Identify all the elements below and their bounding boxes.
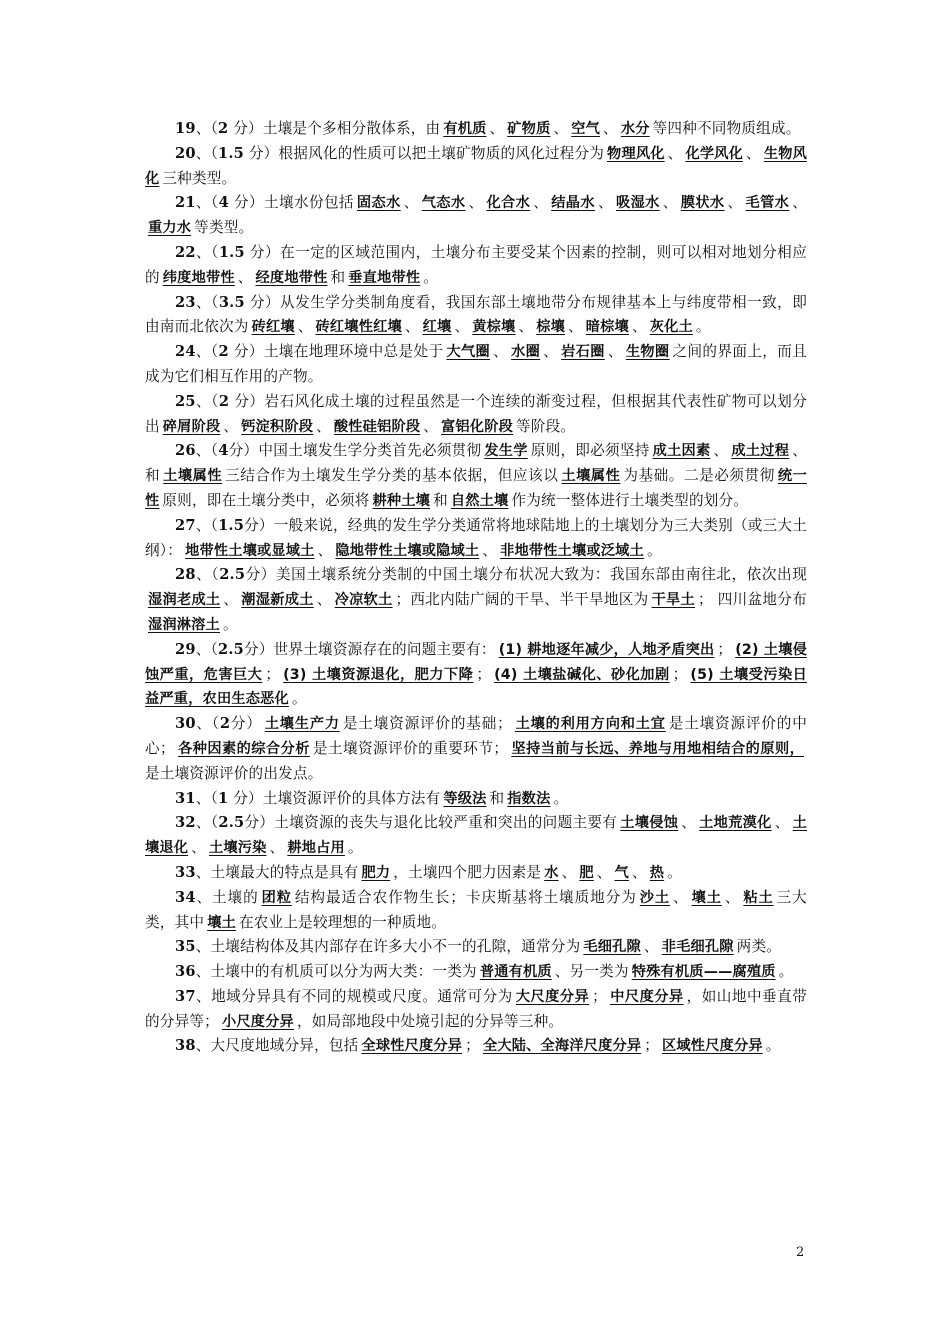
- answer-blank: 隐地带性土壤或隐域土: [335, 542, 480, 559]
- question-23: [145, 291, 807, 341]
- question-text: 、: [468, 194, 484, 212]
- answer-blank: 地带性土壤或显域土: [185, 542, 315, 559]
- answer-blank: 小尺度分异: [221, 1013, 294, 1030]
- question-text: 在农业上是较理想的一种质地。: [238, 913, 447, 931]
- answer-blank: 自然土壤: [450, 492, 509, 509]
- answer-blank: 壤土: [691, 889, 722, 906]
- answer-blank: 冷凉软土: [334, 592, 393, 609]
- answer-blank: 岩石圈: [561, 344, 605, 361]
- question-33: [145, 861, 807, 886]
- question-text: 、另一类为: [554, 963, 629, 981]
- question-37: [145, 985, 807, 1035]
- question-number: 22: [175, 243, 196, 261]
- answer-blank: 气态水: [421, 195, 466, 212]
- score-value: 1.5: [218, 516, 245, 534]
- answer-blank: 水: [544, 864, 559, 881]
- question-38: [145, 1034, 807, 1059]
- answer-blank: 生物圈: [625, 344, 670, 361]
- question-text: ； 四川盆地分布: [698, 591, 807, 609]
- question-text: 分）: [230, 715, 262, 733]
- question-number: 37: [175, 987, 196, 1005]
- question-number: 32: [175, 814, 196, 832]
- question-text: 、: [403, 194, 419, 212]
- question-text: 。: [347, 839, 363, 857]
- answer-blank: 大气圈: [446, 344, 491, 361]
- score-value: 4: [218, 442, 229, 460]
- question-text: 、: [543, 343, 559, 361]
- question-text: 原则，即在土壤分类中，必须将: [162, 491, 370, 509]
- question-29: [145, 638, 807, 712]
- question-number: 25: [175, 392, 196, 410]
- question-21: [145, 191, 807, 241]
- question-number: 33: [175, 863, 196, 881]
- answer-blank: 化学风化: [685, 145, 744, 162]
- answer-blank: 土壤退化: [145, 815, 807, 857]
- answer-blank: 土壤污染: [208, 840, 267, 857]
- question-text: 、（: [195, 516, 219, 534]
- answer-blank: 特殊有机质——腐殖质: [631, 964, 776, 981]
- question-text: 、（: [195, 194, 219, 212]
- question-text: 、: [662, 194, 678, 212]
- question-text: 、: [724, 888, 741, 906]
- question-text: 、: [713, 442, 729, 460]
- question-text: 等类型。: [194, 219, 254, 237]
- question-text: 、（: [195, 640, 219, 658]
- question-text: 分）一般来说，经典的发生学分类通常将地球陆地上的土壤划分为三大类别（或三大土纲）：: [145, 516, 807, 559]
- question-number: 29: [175, 640, 196, 658]
- answer-blank: (4) 土壤盐碱化、砂化加剧: [494, 666, 670, 683]
- question-text: 作为统一整体进行土壤类型的划分。: [511, 491, 749, 509]
- question-number: 28: [175, 566, 196, 584]
- question-text: 、: [631, 318, 647, 336]
- answer-blank: 土壤生产力: [264, 716, 340, 733]
- question-19: [145, 117, 807, 142]
- question-text: 、: [518, 318, 534, 336]
- question-number: 26: [175, 442, 196, 460]
- question-text: 、: [792, 194, 808, 212]
- question-text: 两类。: [736, 938, 782, 956]
- question-text: 、（: [195, 144, 219, 162]
- question-text: 、土壤最大的特点是具有: [195, 863, 359, 881]
- answer-blank: 膜状水: [680, 195, 725, 212]
- answer-blank: 热: [649, 864, 665, 881]
- question-text: ；: [465, 1037, 480, 1055]
- question-number: 24: [175, 343, 196, 361]
- answer-blank: 全大陆、全海洋尺度分异: [482, 1038, 642, 1055]
- answer-blank: 灰化土: [649, 319, 693, 336]
- question-20: [145, 142, 807, 192]
- question-text: 分）在一定的区域范围内，土壤分布主要受某个因素的控制，则可以相对地划分相应的: [145, 243, 807, 286]
- question-26: [145, 439, 807, 513]
- answer-blank: 砖红壤性红壤: [315, 319, 402, 336]
- score-value: 2.5: [219, 566, 246, 584]
- answer-blank: 坚持当前与长远、养地与用地相结合的原则，: [511, 740, 804, 757]
- question-text: 、（: [195, 243, 219, 261]
- question-text: 、: [269, 839, 285, 857]
- question-text: 、: [597, 194, 613, 212]
- question-text: 、（: [195, 789, 219, 807]
- question-text: 、: [643, 938, 659, 956]
- question-text: 、: [404, 318, 420, 336]
- answer-blank: 各种因素的综合分析: [177, 740, 310, 757]
- question-number: 30: [175, 715, 196, 733]
- answer-blank: 暗棕壤: [585, 319, 629, 336]
- question-text: 。: [667, 863, 682, 881]
- question-number: 31: [175, 789, 196, 807]
- answer-blank: (2) 土壤侵蚀严重，危害巨大: [145, 641, 807, 683]
- question-text: 结构最适合农作物生长；卡庆斯基将土壤质地分为: [294, 888, 637, 906]
- answer-blank: 重力水: [148, 220, 192, 237]
- answer-blank: 矿物质: [507, 121, 551, 137]
- answer-blank: 碎屑阶段: [162, 418, 221, 435]
- question-text: 、（: [195, 566, 220, 584]
- question-text: 是土壤资源评价的重要环节；: [312, 739, 509, 757]
- answer-blank: 壤土: [207, 914, 236, 931]
- question-text: 。: [778, 963, 794, 981]
- answer-blank: 肥: [579, 864, 594, 881]
- answer-blank: 纬度地带性: [162, 269, 235, 286]
- answer-blank: 物理风化: [607, 145, 665, 162]
- question-text: 、: [489, 120, 505, 137]
- question-text: 、: [223, 591, 239, 609]
- question-text: 。: [646, 541, 662, 559]
- answer-blank: 有机质: [443, 121, 487, 137]
- question-text: 分）世界土壤资源存在的问题主要有：: [244, 640, 496, 658]
- answer-blank: 固态水: [356, 195, 401, 212]
- question-text: 。: [765, 1037, 781, 1055]
- question-text: 分）土壤资源评价的具体方法有: [228, 789, 441, 807]
- question-text: 、地域分异具有不同的规模或尺度。通常可分为: [195, 987, 513, 1005]
- question-text: ，土壤四个肥力因素是: [393, 863, 542, 881]
- answer-blank: 结晶水: [551, 195, 595, 212]
- answer-blank: 肥力: [361, 864, 391, 881]
- question-text: 、: [667, 144, 683, 162]
- question-text: 、土壤的: [195, 888, 259, 906]
- question-text: 等阶段。: [515, 417, 576, 435]
- question-text: 和: [433, 491, 448, 509]
- answer-blank: 干旱土: [651, 592, 696, 609]
- question-text: 分）土壤在地理环境中总是处于: [228, 343, 444, 361]
- answer-blank: 大尺度分异: [515, 988, 590, 1005]
- question-text: 。: [291, 690, 307, 708]
- answer-blank: 土壤属性: [163, 468, 223, 485]
- answer-blank: 土地荒漠化: [699, 815, 772, 832]
- question-text: 三种类型。: [162, 169, 237, 187]
- answer-blank: 吸湿水: [615, 195, 660, 212]
- question-text: 、: [237, 268, 253, 286]
- question-text: 是土壤资源评价的出发点。: [145, 764, 323, 782]
- question-text: 、: [603, 120, 618, 137]
- question-text: 之间的界面上，而且成为它们相互作用的产物。: [145, 343, 808, 385]
- answer-blank: 耕种土壤: [372, 492, 431, 509]
- answer-blank: 非地带性土壤或泛域土: [500, 542, 644, 559]
- question-text: 。: [222, 615, 238, 633]
- question-text: 、: [191, 839, 206, 857]
- score-value: 2: [218, 343, 229, 361]
- question-text: 、: [596, 863, 612, 881]
- question-text: ；: [476, 665, 492, 683]
- answer-blank: 红壤: [422, 319, 452, 336]
- question-31: [145, 787, 807, 812]
- answer-blank: 空气: [571, 121, 601, 137]
- score-value: 1.5: [218, 243, 245, 261]
- question-number: 20: [175, 144, 196, 162]
- answer-blank: 耕地占用: [287, 840, 345, 857]
- question-text: 、: [423, 417, 439, 435]
- question-text: 、: [223, 417, 239, 435]
- answer-blank: 潮湿新成土: [241, 592, 314, 609]
- question-text: 、（: [195, 715, 220, 733]
- question-number: 19: [175, 120, 196, 137]
- question-27: [145, 514, 807, 564]
- answer-blank: 统一性: [145, 468, 807, 509]
- score-value: 1: [218, 789, 229, 807]
- answer-blank: 非毛细孔隙: [661, 939, 734, 956]
- question-text: 和: [330, 268, 346, 286]
- question-text: 、: [316, 417, 331, 435]
- question-text: 、（: [195, 392, 219, 410]
- question-text: 、: [607, 343, 623, 361]
- question-text: 原则，即必须坚持: [530, 442, 650, 460]
- question-text: 、: [631, 863, 647, 881]
- question-34: [145, 886, 807, 936]
- question-text: ；: [644, 1037, 660, 1055]
- answer-blank: 水分: [620, 121, 650, 137]
- answer-blank: 气: [614, 864, 629, 881]
- question-text: 、: [681, 814, 697, 832]
- question-text: 是土壤资源评价的基础；: [342, 715, 512, 733]
- answer-blank: 指数法: [507, 790, 551, 807]
- question-text: 分）中国土壤发生学分类首先必须贯彻: [228, 442, 482, 460]
- score-value: 4: [218, 194, 229, 212]
- question-text: 、大尺度地域分异，包括: [195, 1037, 359, 1055]
- question-36: [145, 960, 807, 985]
- answer-blank: 水圈: [511, 344, 541, 361]
- answer-blank: 钙淀积阶段: [241, 418, 314, 435]
- answer-blank: 毛管水: [745, 195, 790, 212]
- question-text: 、和: [145, 442, 807, 485]
- question-text: 、（: [195, 814, 219, 832]
- answer-blank: 全球性尺度分异: [361, 1038, 463, 1055]
- answer-blank: 成土因素: [652, 443, 711, 460]
- score-value: 3.5: [218, 293, 245, 311]
- question-text: 。: [695, 318, 711, 336]
- question-text: 、: [533, 194, 549, 212]
- question-text: 分）美国土壤系统分类制的中国土壤分布状况大致为：我国东部由南往北，依次出现: [245, 566, 807, 584]
- answer-blank: 普通有机质: [479, 964, 552, 981]
- question-text: 、（: [195, 343, 219, 361]
- question-number: 36: [175, 963, 196, 981]
- question-text: 、（: [195, 293, 219, 311]
- question-32: [145, 811, 807, 861]
- answer-blank: 垂直地带性: [348, 269, 421, 286]
- question-text: 、: [454, 318, 470, 336]
- answer-blank: 团粒: [261, 889, 292, 906]
- answer-blank: 湿润老成土: [148, 592, 221, 609]
- question-text: 、: [774, 814, 790, 832]
- question-text: 和: [489, 789, 505, 807]
- question-text: ，如山地中垂直带的分异等；: [145, 987, 807, 1030]
- question-text: 、: [727, 194, 743, 212]
- answer-blank: 毛细孔隙: [583, 939, 641, 956]
- question-text: 分）土壤水份包括: [228, 194, 354, 212]
- question-text: 、: [673, 888, 689, 906]
- page-number: 2: [796, 1245, 805, 1260]
- answer-blank: 中尺度分异: [609, 988, 684, 1005]
- answer-blank: 土壤属性: [561, 468, 621, 485]
- question-text: 、: [553, 120, 569, 137]
- answer-blank: 区域性尺度分异: [662, 1038, 763, 1055]
- question-text: 、: [746, 144, 761, 162]
- question-text: 、: [482, 541, 498, 559]
- score-value: 2: [218, 120, 229, 137]
- answer-blank: 沙土: [639, 889, 671, 906]
- question-text: ；: [592, 987, 607, 1005]
- answer-blank: 酸性硅铝阶段: [333, 418, 421, 435]
- question-text: 分）岩石风化成土壤的过程虽然是一个连续的渐变过程，但根据其代表性矿物可以划分出: [145, 392, 807, 435]
- question-text: 。: [553, 789, 569, 807]
- question-text: 分）根据风化的性质可以把土壤矿物质的风化过程分为: [244, 144, 605, 162]
- question-number: 23: [175, 293, 196, 311]
- question-text: 、: [493, 343, 509, 361]
- answer-blank: 化合水: [486, 195, 531, 212]
- question-number: 27: [175, 516, 196, 534]
- question-text: 、: [561, 863, 577, 881]
- question-text: 是土壤资源评价的中心；: [145, 715, 807, 757]
- question-text: 分）土壤是个多相分散体系，由: [228, 120, 441, 137]
- answer-blank: (1) 耕地逐年减少，人地矛盾突出: [498, 641, 715, 658]
- answer-blank: 富铝化阶段: [441, 418, 513, 435]
- question-text: 、土壤结构体及其内部存在许多大小不一的孔隙，通常分为: [195, 938, 581, 956]
- question-25: [145, 390, 807, 440]
- question-number: 21: [175, 194, 196, 212]
- question-text: 分）土壤资源的丧失与退化比较严重和突出的问题主要有: [244, 814, 618, 832]
- question-text: 三大类，其中: [145, 888, 807, 931]
- question-text: 。: [423, 268, 439, 286]
- answer-blank: 等级法: [443, 790, 487, 807]
- score-value: 2: [218, 392, 230, 410]
- question-30: [145, 712, 807, 786]
- question-text: 为基础。二是必须贯彻: [623, 467, 775, 485]
- question-text: 三结合作为土壤发生学分类的基本依据，但应该以: [225, 467, 559, 485]
- question-35: [145, 935, 807, 960]
- question-text: 、（: [195, 120, 219, 137]
- answer-blank: 砖红壤: [251, 319, 295, 336]
- answer-blank: (3) 土壤资源退化，肥力下降: [283, 666, 474, 683]
- question-22: [145, 241, 807, 291]
- answer-blank: 经度地带性: [255, 269, 328, 286]
- answer-blank: 土壤侵蚀: [620, 815, 679, 832]
- question-text: 、（: [195, 442, 219, 460]
- question-text: ；西北内陆广阔的干旱、半干旱地区为: [395, 591, 649, 609]
- question-number: 34: [175, 888, 196, 906]
- question-number: 35: [175, 938, 196, 956]
- question-text: ；: [672, 665, 688, 683]
- score-value: 1.5: [218, 144, 245, 162]
- answer-blank: (5) 土壤受污染日益严重，农田生态恶化: [145, 666, 807, 708]
- answer-blank: 生物风化: [145, 145, 808, 187]
- question-text: 、: [567, 318, 583, 336]
- question-text: 、: [297, 318, 313, 336]
- answer-blank: 棕壤: [536, 319, 565, 336]
- question-text: ，如局部地段中处境引起的分异等三种。: [296, 1012, 564, 1030]
- answer-blank: 黄棕壤: [472, 319, 516, 336]
- answer-blank: 土壤的利用方向和土宜: [514, 716, 666, 733]
- score-value: 2.5: [218, 814, 245, 832]
- question-text: 、: [316, 591, 332, 609]
- question-text: 分）从发生学分类制角度看，我国东部土壤地带分布规律基本上与纬度带相一致，即由南而北依次为: [145, 293, 807, 336]
- question-28: [145, 563, 807, 637]
- question-number: 38: [175, 1037, 196, 1055]
- question-text: 、: [317, 541, 333, 559]
- question-text: ；: [717, 640, 733, 658]
- question-list: [145, 117, 807, 1059]
- answer-blank: 粘土: [743, 889, 774, 906]
- question-24: [145, 340, 807, 390]
- score-value: 2.5: [218, 640, 245, 658]
- question-text: 、土壤中的有机质可以分为两大类：一类为: [195, 963, 477, 981]
- answer-blank: 发生学: [484, 443, 528, 460]
- question-text: ；: [265, 665, 281, 683]
- answer-blank: 湿润淋溶土: [148, 616, 220, 633]
- question-text: 等四种不同物质组成。: [652, 120, 801, 137]
- score-value: 2: [219, 715, 231, 733]
- answer-blank: 成土过程: [731, 443, 790, 460]
